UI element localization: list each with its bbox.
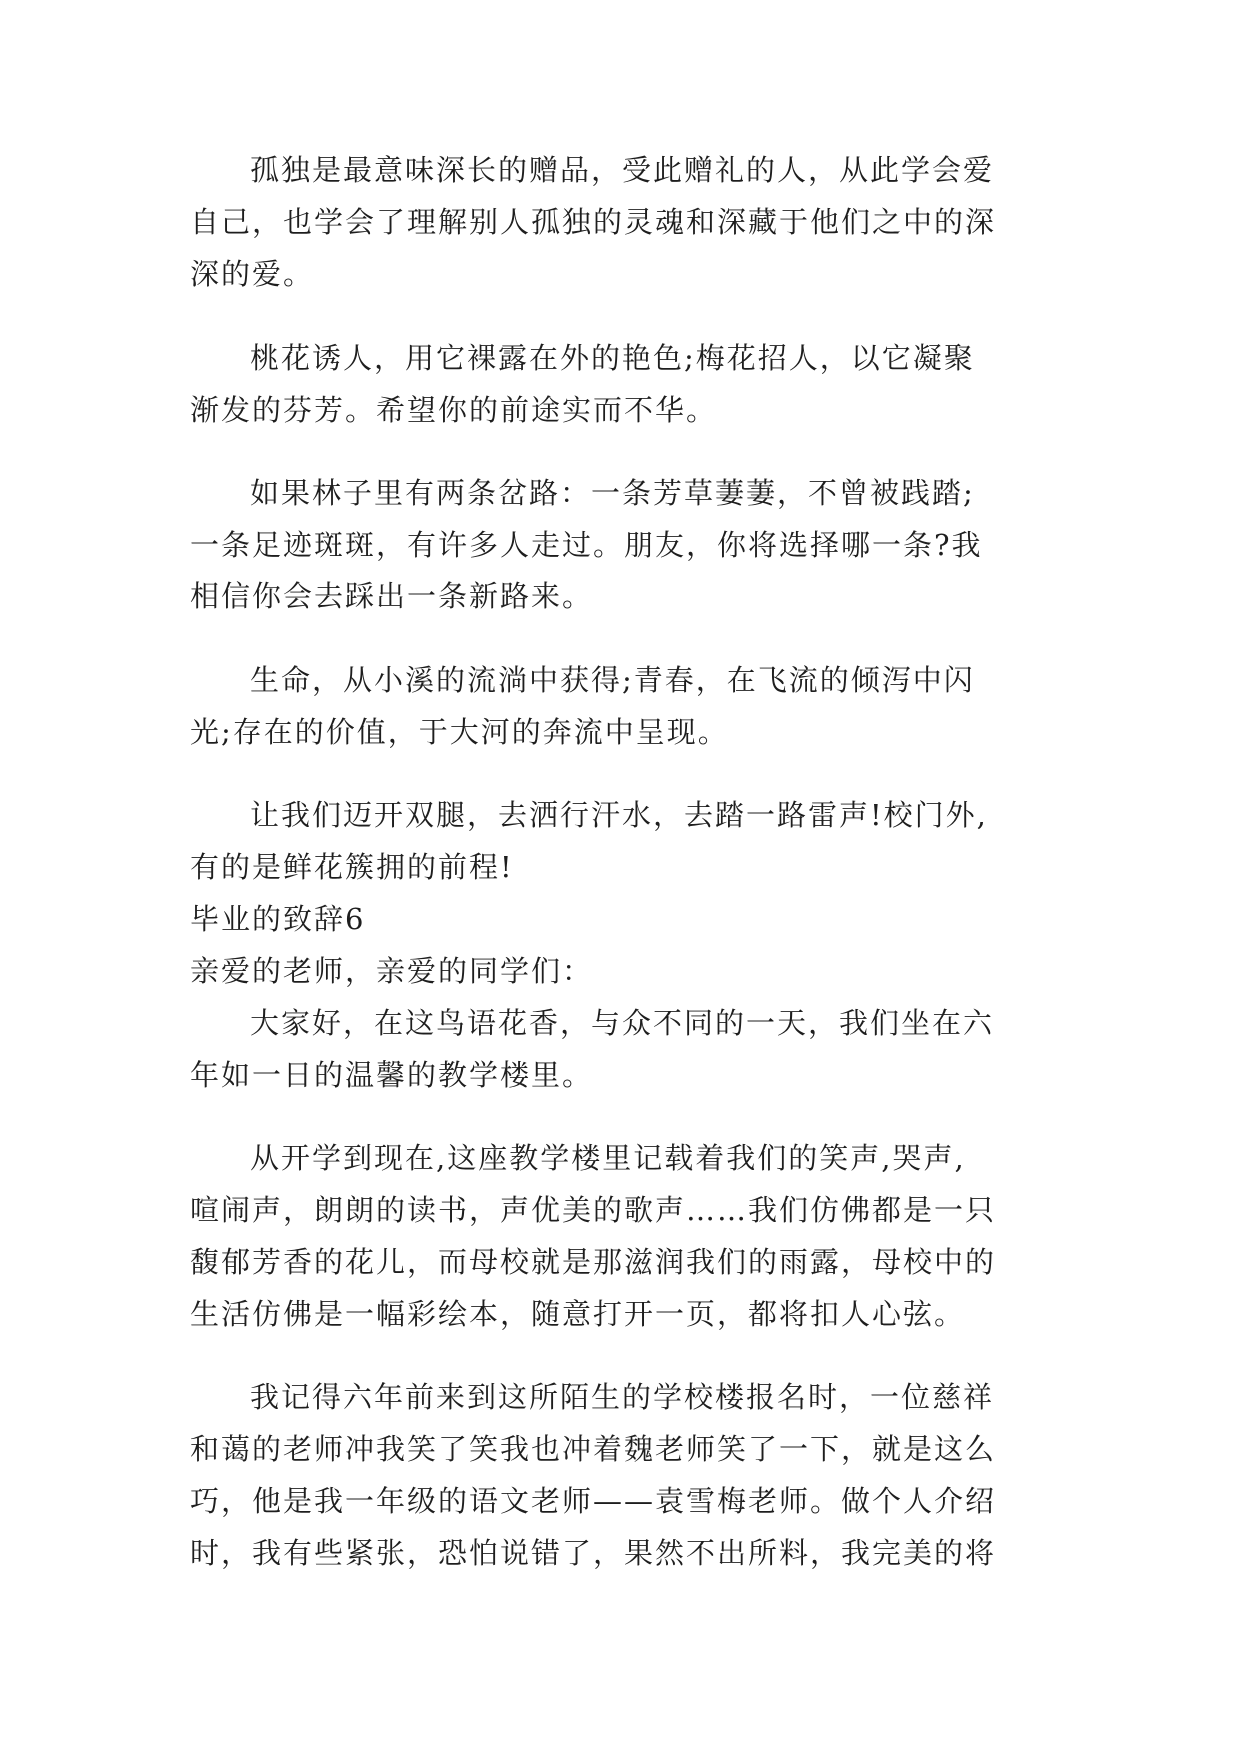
paragraph-line: 时，我有些紧张，恐怕说错了，果然不出所料，我完美的将 — [190, 1536, 997, 1570]
paragraph-line: 一条足迹斑斑，有许多人走过。朋友，你将选择哪一条?我 — [190, 528, 983, 562]
paragraph-line: 渐发的芬芳。希望你的前途实而不华。 — [190, 393, 718, 427]
paragraph-line: 如果林子里有两条岔路：一条芳草萋萋，不曾被践踏; — [250, 476, 975, 510]
paragraph-line: 和蔼的老师冲我笑了笑我也冲着魏老师笑了一下，就是这么 — [190, 1432, 997, 1466]
salutation: 亲爱的老师，亲爱的同学们： — [190, 954, 594, 988]
paragraph-line: 有的是鲜花簇拥的前程! — [190, 850, 514, 884]
paragraph-line: 年如一日的温馨的教学楼里。 — [190, 1058, 594, 1092]
paragraph-line: 孤独是最意味深长的赠品，受此赠礼的人，从此学会爱 — [250, 153, 995, 187]
paragraph-line: 生命，从小溪的流淌中获得;青春，在飞流的倾泻中闪 — [250, 663, 975, 697]
paragraph-line: 生活仿佛是一幅彩绘本，随意打开一页，都将扣人心弦。 — [190, 1297, 966, 1331]
paragraph-line: 馥郁芳香的花儿，而母校就是那滋润我们的雨露，母校中的 — [190, 1245, 997, 1279]
paragraph-line: 自己，也学会了理解别人孤独的灵魂和深藏于他们之中的深 — [190, 205, 997, 239]
paragraph-line: 让我们迈开双腿，去洒行汗水，去踏一路雷声!校门外, — [250, 798, 988, 832]
paragraph-line: 巧，他是我一年级的语文老师——袁雪梅老师。做个人介绍 — [190, 1484, 997, 1518]
paragraph-line: 深的爱。 — [190, 257, 315, 291]
paragraph-line: 桃花诱人，用它裸露在外的艳色;梅花招人，以它凝聚 — [250, 341, 975, 375]
paragraph-line: 相信你会去踩出一条新路来。 — [190, 579, 594, 613]
paragraph-line: 光;存在的价值，于大河的奔流中呈现。 — [190, 715, 729, 749]
paragraph-line: 我记得六年前来到这所陌生的学校楼报名时，一位慈祥 — [250, 1380, 995, 1414]
paragraph-line: 从开学到现在,这座教学楼里记载着我们的笑声,哭声, — [250, 1141, 966, 1175]
section-heading: 毕业的致辞6 — [190, 902, 366, 936]
paragraph-line: 喧闹声，朗朗的读书，声优美的歌声……我们仿佛都是一只 — [190, 1193, 997, 1227]
paragraph-line: 大家好，在这鸟语花香，与众不同的一天，我们坐在六 — [250, 1006, 995, 1040]
